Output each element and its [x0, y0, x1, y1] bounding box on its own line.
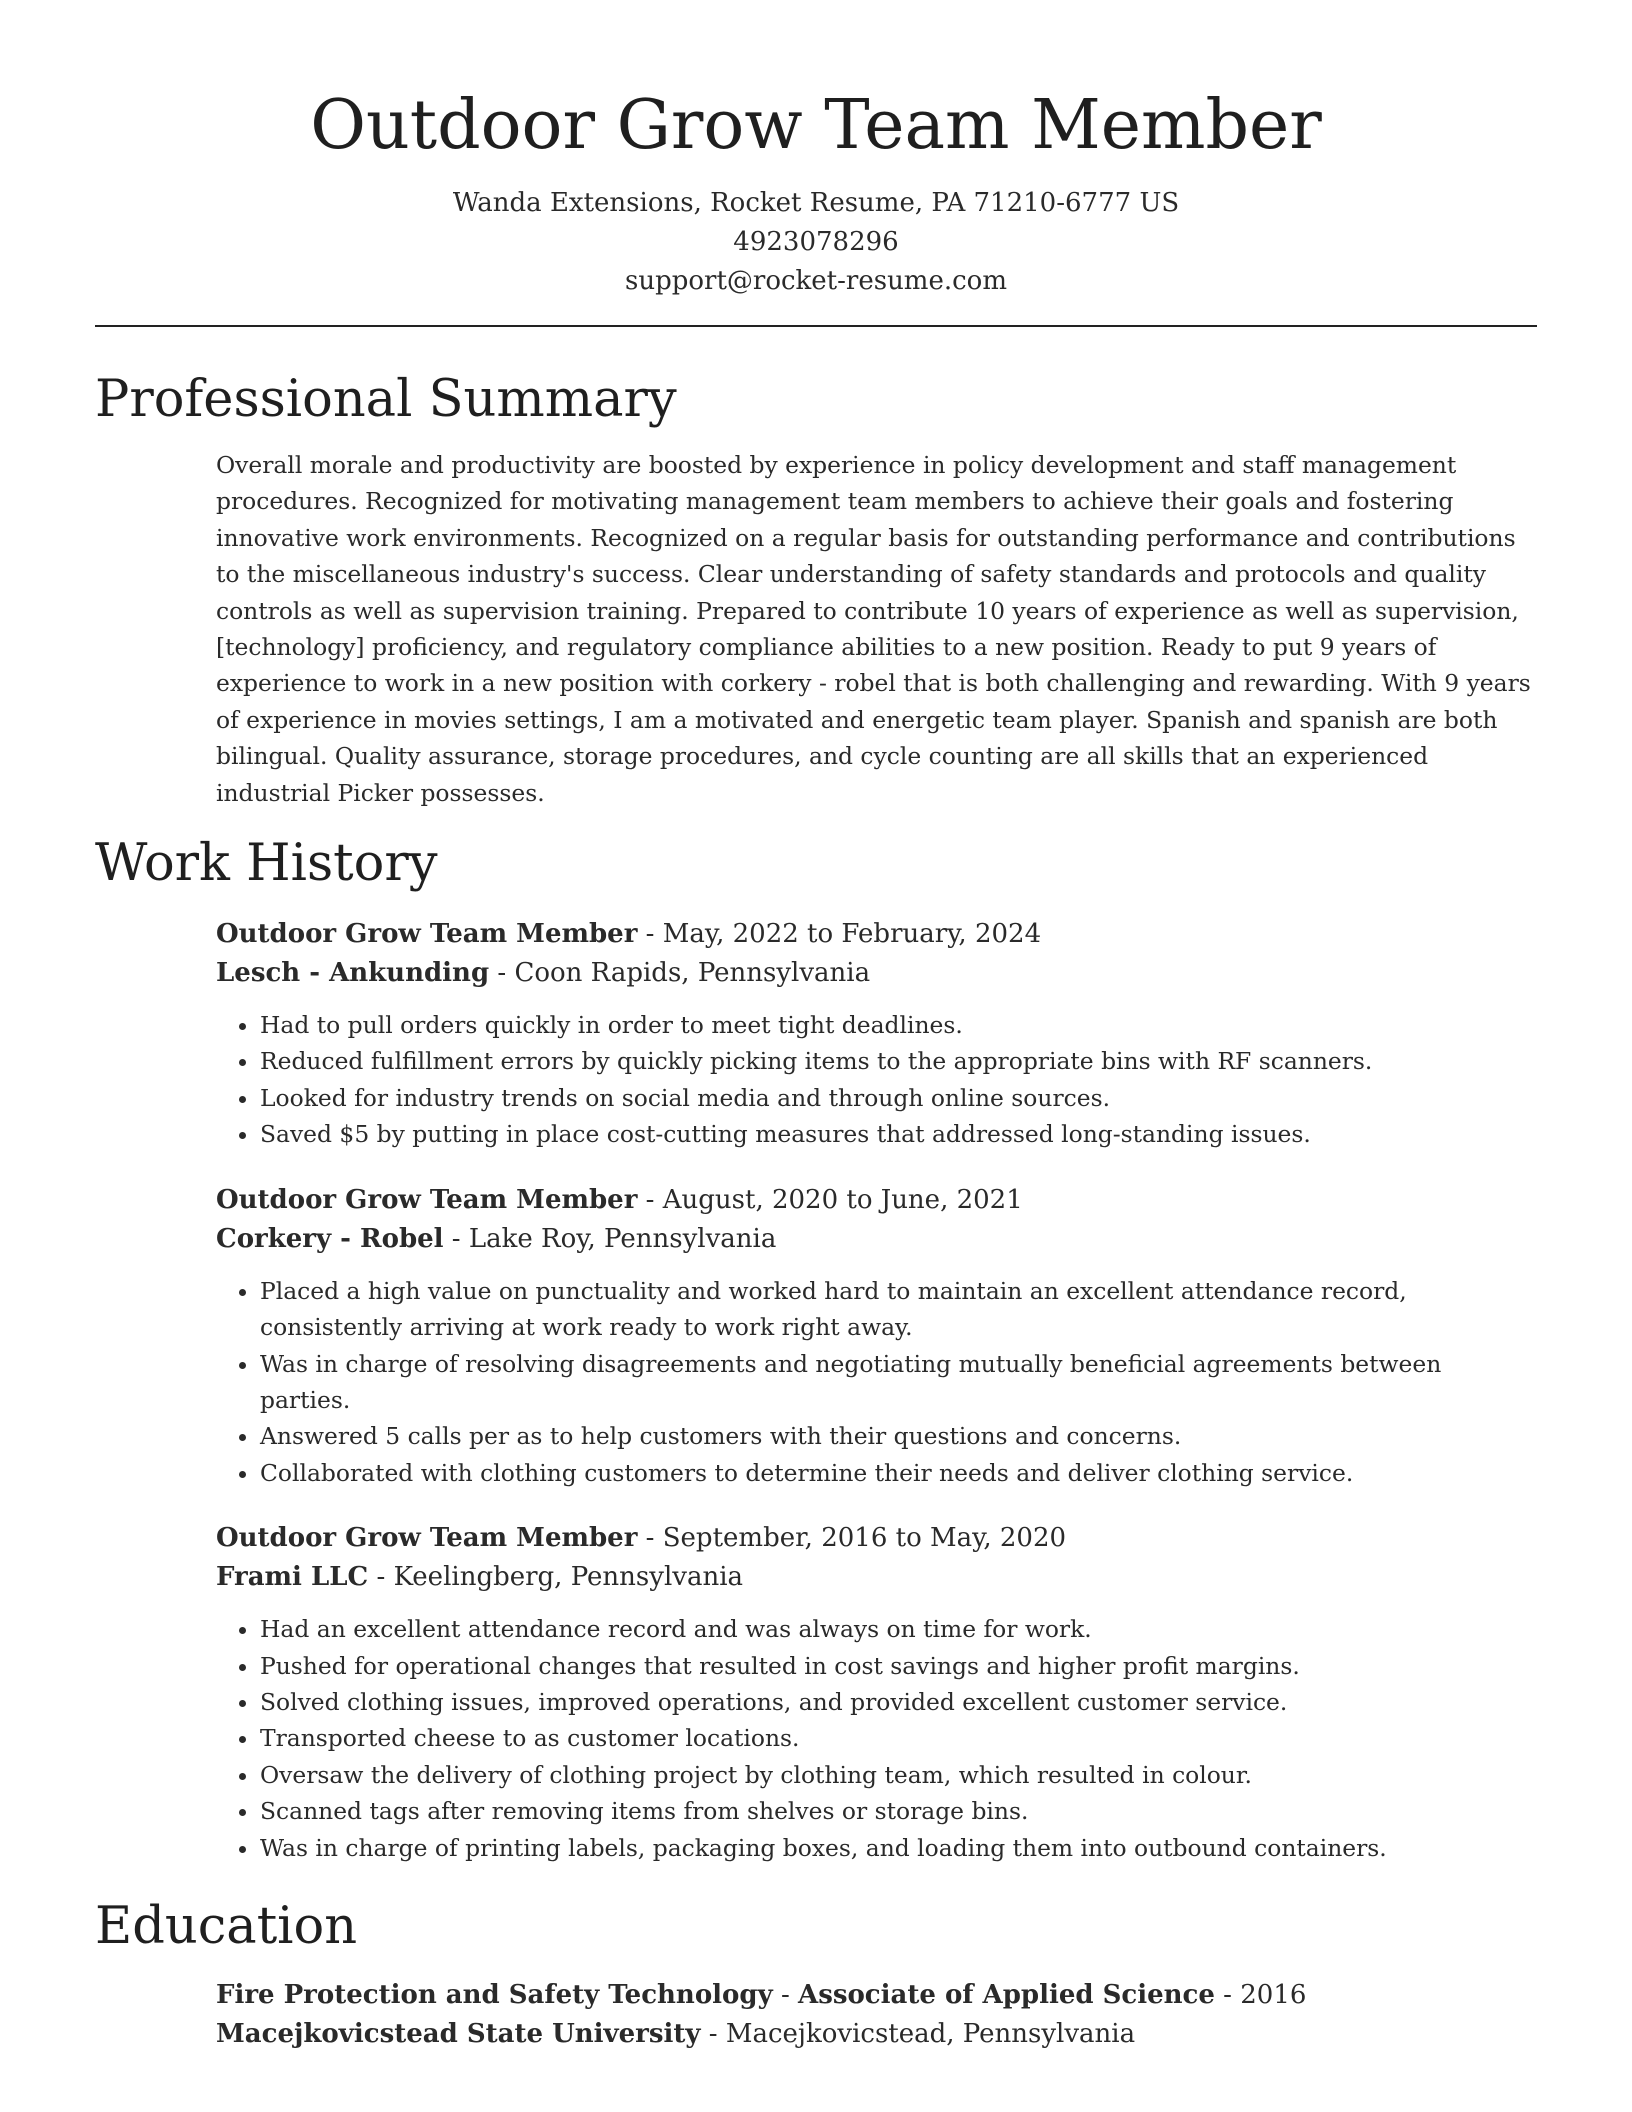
job-title-line — [216, 1181, 1537, 1220]
separator: - — [1214, 1979, 1241, 2010]
job-location: - Coon Rapids, Pennsylvania — [489, 958, 871, 989]
job-company: Frami LLC — [216, 1562, 369, 1593]
contact-email: support@rocket-resume.com — [624, 266, 1007, 296]
work-history-heading: Work History — [95, 834, 438, 894]
contact-address: Wanda Extensions, Rocket Resume, PA 71210-6777 US — [452, 188, 1180, 218]
degree-year: 2016 — [1240, 1979, 1307, 2010]
job-entry-1 — [216, 915, 1537, 1153]
school-line — [216, 2015, 1537, 2054]
job-entry-2 — [216, 1181, 1537, 1491]
job-role: Outdoor Grow Team Member — [216, 1523, 638, 1554]
job-company: Corkery - Robel — [216, 1223, 444, 1254]
education-heading: Education — [95, 1896, 358, 1956]
summary-section — [216, 447, 1537, 811]
job-company-line — [216, 954, 1537, 993]
job-company-line — [216, 1558, 1537, 1597]
job-location: - Keelingberg, Pennsylvania — [368, 1562, 744, 1593]
job-location: - Lake Roy, Pennsylvania — [443, 1223, 777, 1254]
list-item: • Was in charge of resolving disagreements and negotiating mutually beneficial agreements between parties. — [260, 1346, 1537, 1419]
job-dates: - August, 2020 to June, 2021 — [637, 1184, 1023, 1215]
work-history-section — [216, 915, 1537, 1866]
job-title-line — [216, 915, 1537, 954]
list-item: • Reduced fulfillment errors by quickly picking items to the appropriate bins with RF scanners. — [260, 1043, 1537, 1079]
list-item: • Pushed for operational changes that resulted in cost savings and higher profit margins. — [260, 1648, 1537, 1684]
list-item: • Collaborated with clothing customers to determine their needs and deliver clothing service. — [260, 1455, 1537, 1491]
job-bullets — [216, 1273, 1537, 1491]
job-entry-3 — [216, 1519, 1537, 1866]
list-item: • Had to pull orders quickly in order to meet tight deadlines. — [260, 1007, 1537, 1043]
degree-type: Associate of Applied Science — [798, 1979, 1215, 2010]
job-bullets — [216, 1007, 1537, 1153]
education-section — [216, 1976, 1537, 2054]
list-item: • Saved $5 by putting in place cost-cutting measures that addressed long-standing issues. — [260, 1116, 1537, 1152]
school-name: Macejkovicstead State University — [216, 2018, 701, 2049]
contact-phone: 4923078296 — [733, 227, 899, 257]
list-item: • Scanned tags after removing items from shelves or storage bins. — [260, 1793, 1537, 1829]
list-item: • Transported cheese to as customer locations. — [260, 1720, 1537, 1756]
list-item: • Looked for industry trends on social media and through online sources. — [260, 1080, 1537, 1116]
contact-info — [95, 184, 1537, 301]
degree-field: Fire Protection and Safety Technology — [216, 1979, 773, 2010]
list-item: • Placed a high value on punctuality and worked hard to maintain an excellent attendance record, consistently arriving at work ready to work right away. — [260, 1273, 1537, 1346]
job-title-line — [216, 1519, 1537, 1558]
school-location: - Macejkovicstead, Pennsylvania — [700, 2018, 1136, 2049]
job-bullets — [216, 1611, 1537, 1866]
separator: - — [772, 1979, 799, 2010]
resume-header — [95, 80, 1537, 301]
education-entry — [216, 1976, 1537, 2054]
job-company-line — [216, 1220, 1537, 1259]
list-item: • Solved clothing issues, improved operations, and provided excellent customer service. — [260, 1684, 1537, 1720]
list-item: • Answered 5 calls per as to help customers with their questions and concerns. — [260, 1418, 1537, 1454]
job-dates: - September, 2016 to May, 2020 — [637, 1523, 1067, 1554]
degree-line — [216, 1976, 1537, 2015]
header-divider — [95, 325, 1537, 327]
job-role: Outdoor Grow Team Member — [216, 1184, 638, 1215]
job-role: Outdoor Grow Team Member — [216, 919, 638, 950]
job-dates: - May, 2022 to February, 2024 — [637, 919, 1042, 950]
job-company: Lesch - Ankunding — [216, 958, 490, 989]
resume-title: Outdoor Grow Team Member — [310, 86, 1322, 165]
list-item: • Had an excellent attendance record and was always on time for work. — [260, 1611, 1537, 1647]
list-item: • Was in charge of printing labels, packaging boxes, and loading them into outbound containers. — [260, 1830, 1537, 1866]
list-item: • Oversaw the delivery of clothing project by clothing team, which resulted in colour. — [260, 1757, 1537, 1793]
summary-heading: Professional Summary — [95, 370, 677, 429]
summary-text: Overall morale and productivity are boosted by experience in policy development and staff management procedures. Recognized for motivating management team members to achieve their goals and fostering innovative work environments. Recognized on a regular basis for outstanding performance and contributions to the miscellaneous industry's success. Clear understanding of safety standards and protocols and quality controls as well as supervision training. Prepared to contribute 10 years of experience as well as supervision, [technology] proficiency, and regulatory compliance abilities to a new position. Ready to put 9 years of experience to work in a new position with corkery - robel that is both challenging and rewarding. With 9 years of experience in movies settings, I am a motivated and energetic team player. Spanish and spanish are both bilingual. Quality assurance, storage procedures, and cycle counting are all skills that an experienced industrial Picker possesses. — [216, 451, 1531, 807]
